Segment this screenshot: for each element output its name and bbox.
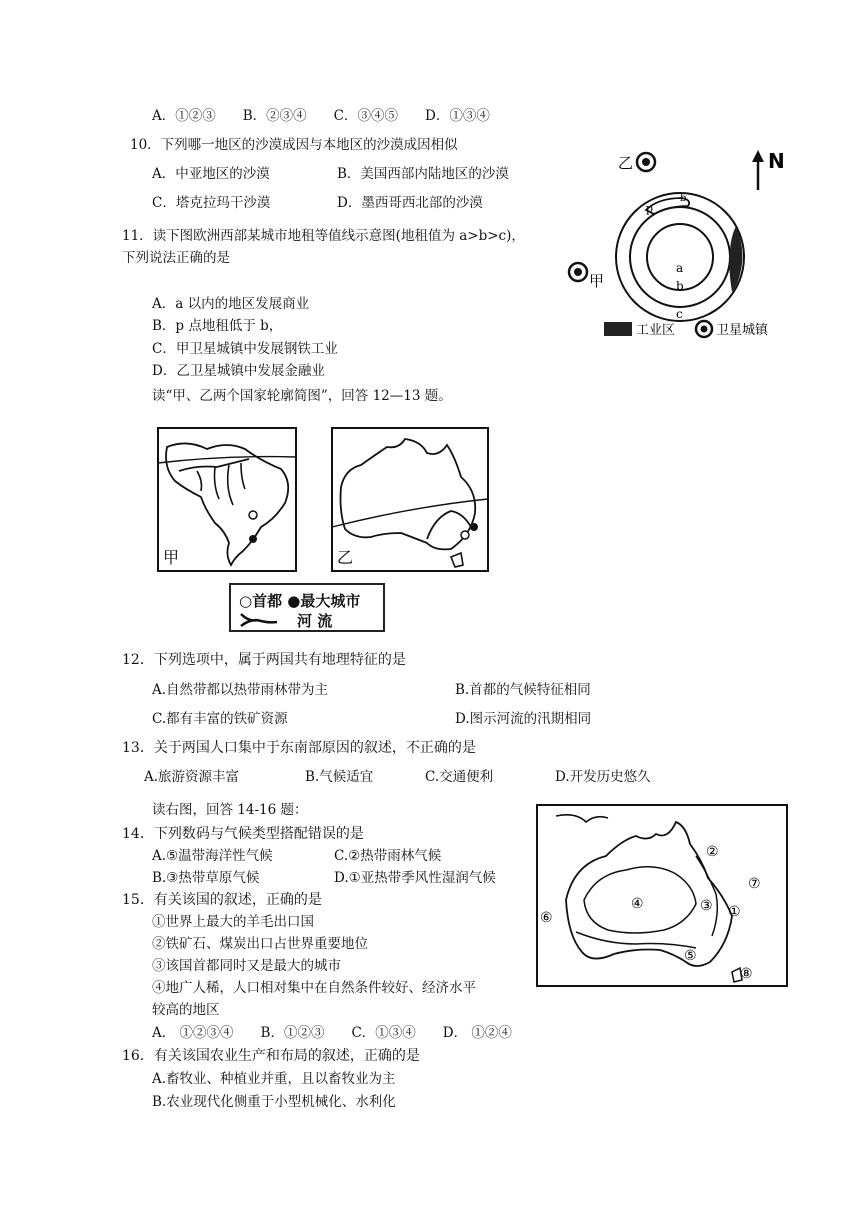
country-map-yi xyxy=(331,427,489,572)
map-jia-label: 甲 xyxy=(163,548,180,567)
q15-options: A． ①②③④ B．①②③ C．①③④ D． ①②④ xyxy=(152,1025,512,1041)
q15-statement-4: ④地广人稀，人口相对集中在自然条件较好、经济水平 xyxy=(152,980,476,996)
q10-stem: 10．下列哪一地区的沙漠成因与本地区的沙漠成因相似 xyxy=(130,137,458,153)
map-legend xyxy=(229,583,385,632)
q9-options: A．①②③ B．②③④ C．③④⑤ D．①③④ xyxy=(152,108,490,124)
intro-12-13: 读“甲、乙两个国家轮廓简图”，回答 12—13 题。 xyxy=(152,388,452,404)
q14-stem: 14．下列数码与气候类型搭配错误的是 xyxy=(122,826,364,842)
q14-option-a: A.⑤温带海洋性气候 xyxy=(152,848,273,864)
legend-river: 河 流 xyxy=(297,612,333,630)
climate-zone-5: ⑤ xyxy=(684,948,697,964)
ring-b-label: b xyxy=(676,279,684,293)
q10-option-d: D．墨西哥西北部的沙漠 xyxy=(337,195,483,211)
contour-c xyxy=(616,193,744,321)
q11-option-d: D．乙卫星城镇中发展金融业 xyxy=(152,363,325,379)
legend-town: 卫星城镇 xyxy=(716,323,769,338)
north-label: N xyxy=(768,149,785,173)
q12-option-c: C.都有丰富的铁矿资源 xyxy=(152,711,288,727)
q15-statement-1: ①世界上最大的羊毛出口国 xyxy=(152,914,314,930)
q14-option-c: C.②热带雨林气候 xyxy=(334,848,442,864)
largest-city-icon xyxy=(470,523,478,531)
city-land-rent-map xyxy=(558,140,798,355)
ring-c-label: c xyxy=(676,307,683,321)
capital-icon xyxy=(249,511,257,519)
q14-option-d: D.①亚热带季风性湿润气候 xyxy=(334,870,496,886)
australia-climate-map xyxy=(536,804,788,987)
town-yi-label: 乙 xyxy=(618,154,634,172)
small-b-label: b xyxy=(680,193,687,204)
q13-stem: 13．关于两国人口集中于东南部原因的叙述，不正确的是 xyxy=(122,740,476,756)
q11-stem-line2: 下列说法正确的是 xyxy=(122,250,230,266)
q11-stem-line1: 11．读下图欧洲西部某城市地租等值线示意图(地租值为 a>b>c)， xyxy=(122,228,525,244)
industrial-legend-swatch xyxy=(604,322,632,336)
q16-option-b: B.农业现代化侧重于小型机械化、水利化 xyxy=(152,1094,396,1110)
climate-zone-7: ⑦ xyxy=(748,876,761,892)
intro-14-16: 读右图，回答 14-16 题： xyxy=(152,802,308,818)
q10-option-c: C．塔克拉玛干沙漠 xyxy=(152,195,271,211)
q10-option-a: A．中亚地区的沙漠 xyxy=(152,166,270,182)
town-jia-label: 甲 xyxy=(589,272,605,290)
climate-zone-8: ⑧ xyxy=(740,966,753,982)
q10-option-b: B．美国西部内陆地区的沙漠 xyxy=(337,166,509,182)
q15-statement-4-cont: 较高的地区 xyxy=(152,1002,220,1018)
point-p-label: p xyxy=(646,202,654,215)
climate-zone-6: ⑥ xyxy=(540,910,553,926)
ring-a-label: a xyxy=(676,261,684,275)
capital-icon xyxy=(461,531,469,539)
q13-option-c: C.交通便利 xyxy=(425,769,494,785)
q15-statement-2: ②铁矿石、煤炭出口占世界重要地位 xyxy=(152,936,368,952)
q12-option-d: D.图示河流的汛期相同 xyxy=(455,711,592,727)
q13-option-b: B.气候适宜 xyxy=(305,769,374,785)
q11-option-b: B．p 点地租低于 b， xyxy=(152,318,283,334)
climate-zone-2: ② xyxy=(706,844,719,860)
legend-capital-city: ○首都 ●最大城市 xyxy=(239,592,361,610)
climate-zone-1: ① xyxy=(728,904,741,920)
q13-option-d: D.开发历史悠久 xyxy=(555,769,651,785)
q11-option-a: A．a 以内的地区发展商业 xyxy=(152,296,310,312)
q12-option-a: A.自然带都以热带雨林带为主 xyxy=(152,682,329,698)
q13-option-a: A.旅游资源丰富 xyxy=(144,769,240,785)
q11-option-c: C．甲卫星城镇中发展钢铁工业 xyxy=(152,341,338,357)
map-yi-label: 乙 xyxy=(337,548,354,567)
q15-stem: 15．有关该国的叙述，正确的是 xyxy=(122,892,322,908)
q16-stem: 16．有关该国农业生产和布局的叙述，正确的是 xyxy=(122,1048,420,1064)
legend-industry: 工业区 xyxy=(636,323,676,338)
country-map-jia xyxy=(157,427,297,572)
q14-option-b: B.③热带草原气候 xyxy=(152,870,260,886)
largest-city-icon xyxy=(249,535,257,543)
river-legend-icon xyxy=(239,612,279,628)
climate-zone-4: ④ xyxy=(631,896,644,912)
q16-option-a: A.畜牧业、种植业并重，且以畜牧业为主 xyxy=(152,1071,396,1087)
q12-stem: 12．下列选项中，属于两国共有地理特征的是 xyxy=(122,652,406,668)
q12-option-b: B.首都的气候特征相同 xyxy=(455,682,591,698)
q15-statement-3: ③该国首都同时又是最大的城市 xyxy=(152,958,341,974)
climate-zone-3: ③ xyxy=(700,898,713,914)
